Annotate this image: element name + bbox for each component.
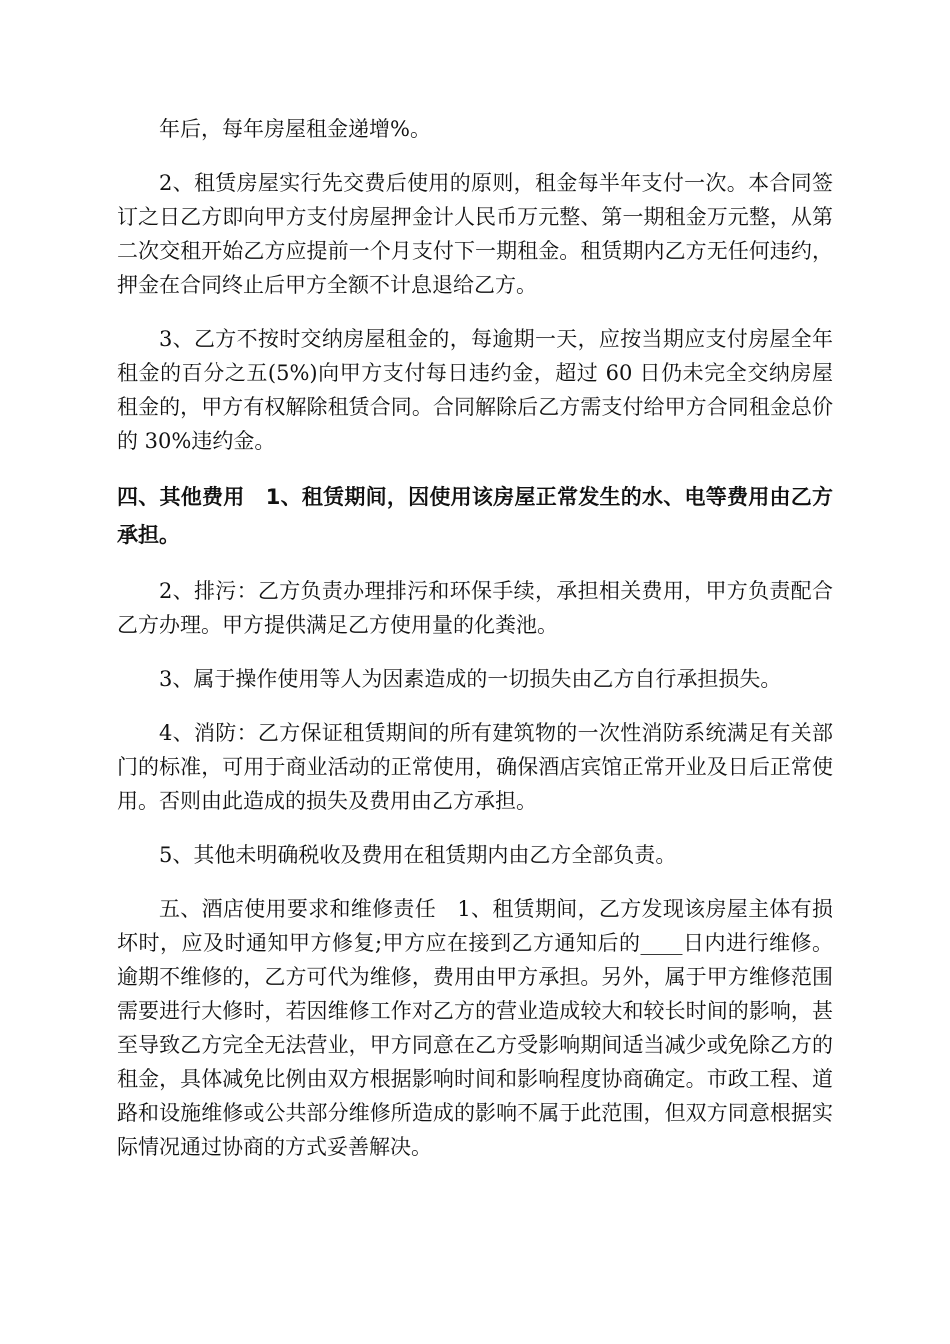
paragraph-taxes: 5、其他未明确税收及费用在租赁期内由乙方全部负责。 [159, 843, 677, 867]
document-page [117, 0, 833, 1164]
paragraph-rent-increase: 年后，每年房屋租金递增%。 [159, 117, 431, 141]
paragraph-late-penalty: 3、乙方不按时交纳房屋租金的，每逾期一天，应按当期应支付房屋全年租金的百分之五(5%)向甲方支付每日违约金，超过 60 日仍未完全交纳房屋租金的，甲方有权解除租赁合同。合同解除后乙方需支付给甲方合同租金总价的 30%违约金。 [117, 327, 833, 453]
paragraph-fire-protection: 4、消防：乙方保证租赁期间的所有建筑物的一次性消防系统满足有关部门的标准，可用于商业活动的正常使用，确保酒店宾馆正常开业及日后正常使用。否则由此造成的损失及费用由乙方承担。 [117, 721, 833, 813]
paragraph-operation-loss: 3、属于操作使用等人为因素造成的一切损失由乙方自行承担损失。 [159, 667, 782, 691]
paragraph-sewage: 2、排污：乙方负责办理排污和环保手续，承担相关费用，甲方负责配合乙方办理。甲方提供满足乙方使用量的化粪池。 [117, 579, 833, 637]
section-heading-other-fees: 四、其他费用 1、租赁期间，因使用该房屋正常发生的水、电等费用由乙方承担。 [117, 485, 833, 547]
paragraph-payment-terms: 2、租赁房屋实行先交费后使用的原则，租金每半年支付一次。本合同签订之日乙方即向甲方支付房屋押金计人民币万元整、第一期租金万元整，从第二次交租开始乙方应提前一个月支付下一期租金。租赁期内乙方无任何违约，押金在合同终止后甲方全额不计息退给乙方。 [117, 171, 833, 297]
paragraph-maintenance: 五、酒店使用要求和维修责任 1、租赁期间，乙方发现该房屋主体有损坏时，应及时通知甲方修复;甲方应在接到乙方通知后的____日内进行维修。逾期不维修的，乙方可代为维修，费用由甲方承担。另外，属于甲方维修范围需要进行大修时，若因维修工作对乙方的营业造成较大和较长时间的影响，甚至导致乙方完全无法营业，甲方同意在乙方受影响期间适当减少或免除乙方的租金，具体减免比例由双方根据影响时间和影响程度协商确定。市政工程、道路和设施维修或公共部分维修所造成的影响不属于此范围，但双方同意根据实际情况通过协商的方式妥善解决。 [117, 897, 833, 1159]
